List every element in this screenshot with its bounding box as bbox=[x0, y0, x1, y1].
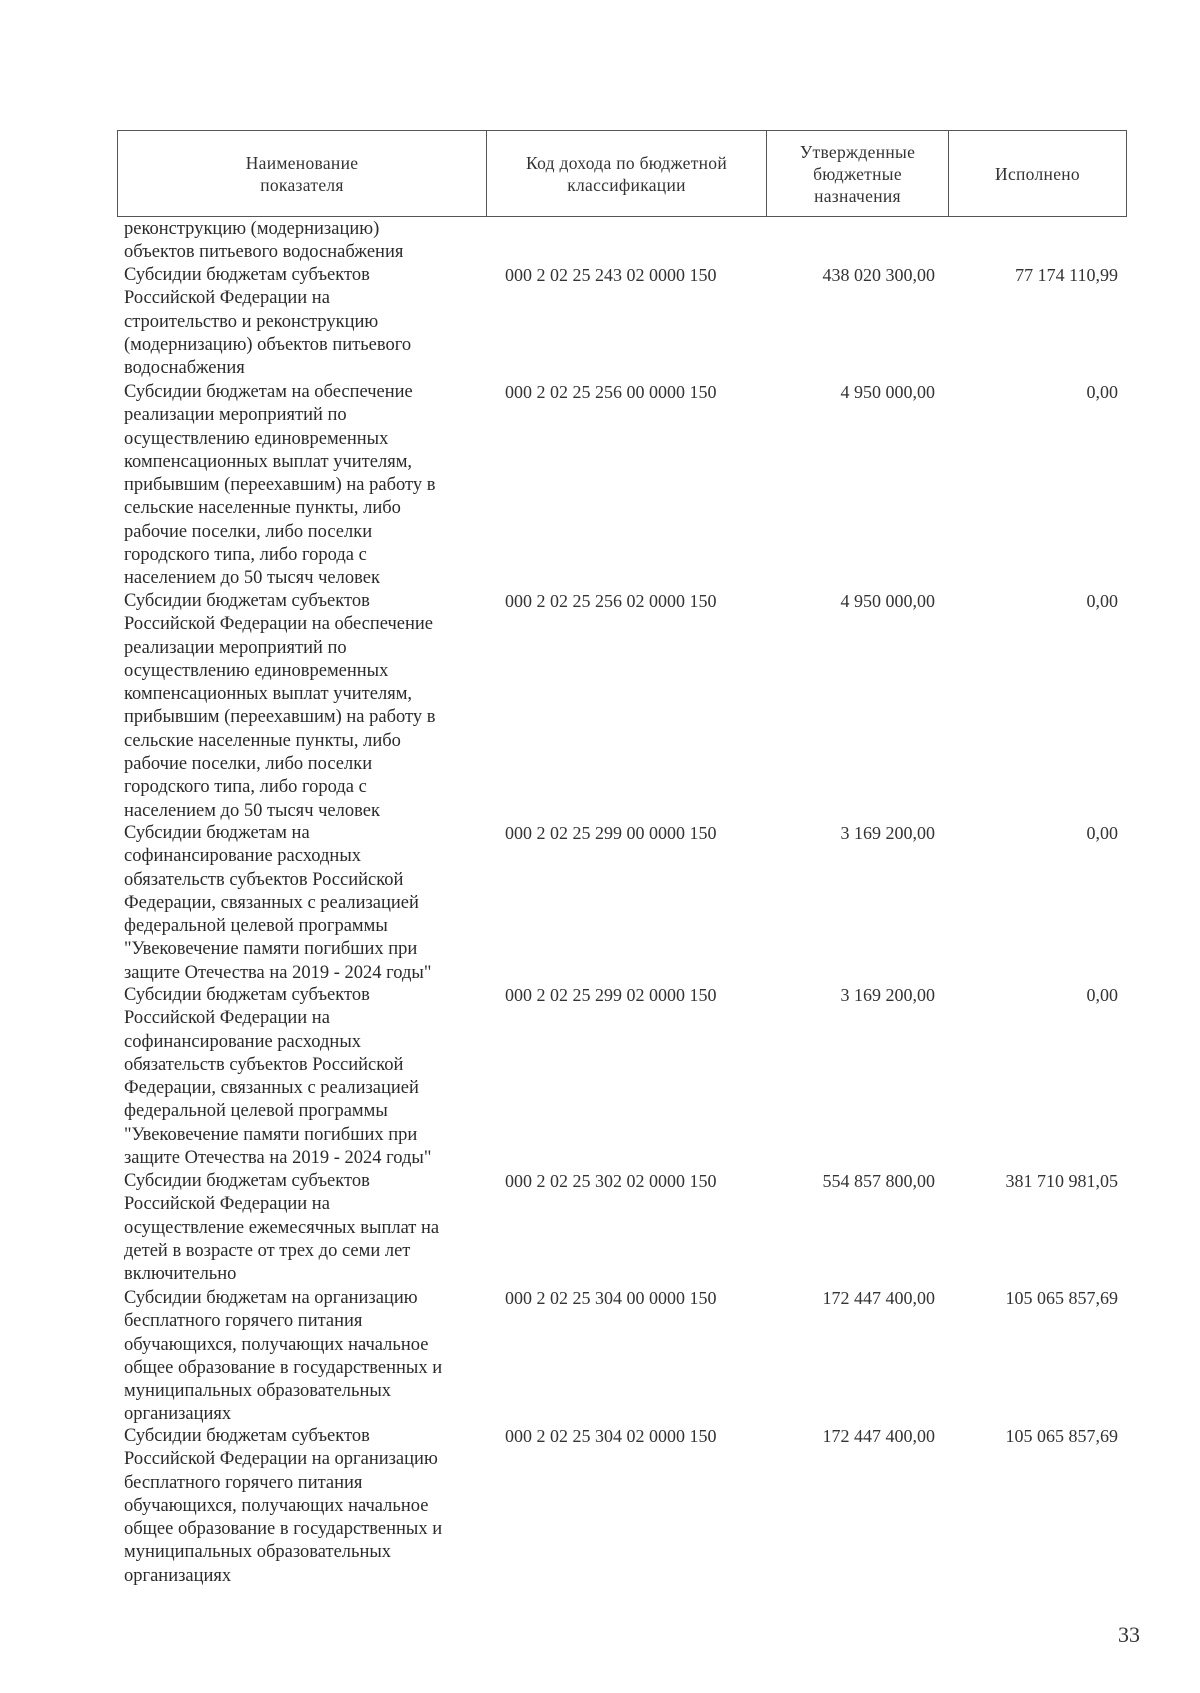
header-name: Наименование показателя bbox=[118, 131, 487, 216]
row-executed: 0,00 bbox=[1086, 382, 1118, 402]
row-approved: 4 950 000,00 bbox=[840, 591, 935, 611]
row-code: 000 2 02 25 304 00 0000 150 bbox=[505, 1288, 717, 1308]
row-approved: 172 447 400,00 bbox=[822, 1426, 935, 1446]
row-name: Субсидии бюджетам на организацию бесплатного горячего питания обучающихся, получающих начальное общее образование в государственных и муниципальных образовательных организациях bbox=[124, 1288, 443, 1425]
row-approved: 172 447 400,00 bbox=[822, 1288, 935, 1308]
row-name: Субсидии бюджетам на обеспечение реализации мероприятий по осуществлению единовременных компенсационных выплат учителям, прибывшим (переехавшим) на работу в сельские населенные пункты, либо рабочие поселки, либо поселки городского типа, либо города с населением до 50 тысяч человек bbox=[124, 382, 436, 589]
row-code: 000 2 02 25 256 00 0000 150 bbox=[505, 382, 717, 402]
row-name: Субсидии бюджетам субъектов Российской Федерации на организацию бесплатного горячего питания обучающихся, получающих начальное общее образование в государственных и муниципальных образовательных организациях bbox=[124, 1426, 443, 1586]
row-executed: 105 065 857,69 bbox=[1005, 1426, 1118, 1446]
row-approved: 554 857 800,00 bbox=[822, 1171, 935, 1191]
row-name: Субсидии бюджетам субъектов Российской Федерации на осуществление ежемесячных выплат на детей в возрасте от трех до семи лет включительно bbox=[124, 1171, 440, 1285]
row-executed: 0,00 bbox=[1086, 823, 1118, 843]
row-name: реконструкцию (модернизацию) объектов питьевого водоснабжения bbox=[124, 219, 404, 263]
row-code: 000 2 02 25 304 02 0000 150 bbox=[505, 1426, 717, 1446]
table-header bbox=[117, 130, 1127, 217]
row-name: Субсидии бюджетам на софинансирование расходных обязательств субъектов Российской Федерации, связанных с реализацией федеральной целевой программы "Увековечение памяти погибших при защите Отечества на 2019 - 2024 годы" bbox=[124, 823, 432, 983]
row-executed: 0,00 bbox=[1086, 985, 1118, 1005]
row-name: Субсидии бюджетам субъектов Российской Федерации на обеспечение реализации мероприятий по осуществлению единовременных компенсационных выплат учителям, прибывшим (переехавшим) на работу в сельские населенные пункты, либо рабочие поселки, либо поселки городского типа, либо города с населением до 50 тысяч человек bbox=[124, 591, 436, 821]
header-approved: Утвержденные бюджетные назначения bbox=[767, 131, 949, 216]
header-executed: Исполнено bbox=[995, 163, 1080, 184]
row-code: 000 2 02 25 302 02 0000 150 bbox=[505, 1171, 717, 1191]
row-executed: 0,00 bbox=[1086, 591, 1118, 611]
row-code: 000 2 02 25 256 02 0000 150 bbox=[505, 591, 717, 611]
row-executed: 381 710 981,05 bbox=[1005, 1171, 1118, 1191]
row-approved: 438 020 300,00 bbox=[822, 265, 935, 285]
row-executed: 105 065 857,69 bbox=[1005, 1288, 1118, 1308]
row-name: Субсидии бюджетам субъектов Российской Федерации на софинансирование расходных обязательств субъектов Российской Федерации, связанных с реализацией федеральной целевой программы "Увековечение памяти погибших при защите Отечества на 2019 - 2024 годы" bbox=[124, 985, 432, 1169]
header-code: Код дохода по бюджетной классификации bbox=[487, 131, 767, 216]
row-approved: 4 950 000,00 bbox=[840, 382, 935, 402]
row-code: 000 2 02 25 243 02 0000 150 bbox=[505, 265, 717, 285]
row-approved: 3 169 200,00 bbox=[840, 985, 935, 1005]
row-code: 000 2 02 25 299 02 0000 150 bbox=[505, 985, 717, 1005]
row-code: 000 2 02 25 299 00 0000 150 bbox=[505, 823, 717, 843]
row-approved: 3 169 200,00 bbox=[840, 823, 935, 843]
row-executed: 77 174 110,99 bbox=[1015, 265, 1118, 285]
page-number: 33 bbox=[1118, 1622, 1140, 1647]
row-name: Субсидии бюджетам субъектов Российской Федерации на строительство и реконструкцию (модернизацию) объектов питьевого водоснабжения bbox=[124, 265, 412, 379]
